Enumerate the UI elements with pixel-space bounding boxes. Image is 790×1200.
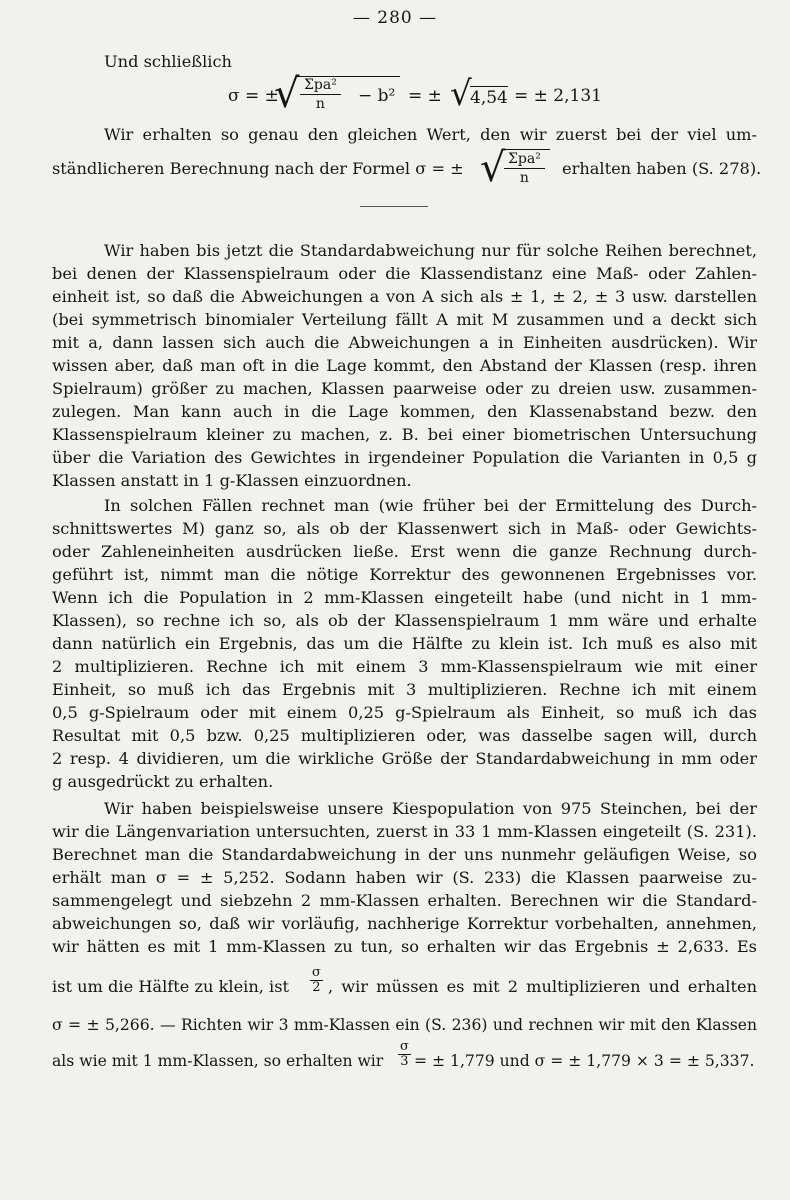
para-a-line-1: Wir erhalten so genau den gleichen Wert, den wir zuerst bei der viel um- — [104, 125, 757, 144]
section-divider — [360, 206, 428, 207]
para-b-line: zulegen. Man kann auch in die Lage kommen, den Klassenabstand bezw. den — [52, 402, 757, 421]
para-a-text-1: ständlicheren Berechnung nach der Formel σ = ± — [52, 159, 464, 178]
para-c-line: 2 multiplizieren. Rechne ich mit einem 3 mm-Klassenspielraum wie mit einer — [52, 657, 757, 676]
para-c-line: In solchen Fällen rechnet man (wie früher bei der Ermittelung des Durch- — [104, 496, 757, 515]
radical-sign: √ — [274, 71, 300, 117]
para-d-text: als wie mit 1 mm-Klassen, so erhalten wir — [52, 1052, 384, 1070]
fraction-sigma-third — [398, 1040, 411, 1069]
intro-text: Und schließlich — [104, 52, 232, 71]
para-a-line-2 — [52, 145, 762, 194]
para-b-line: wissen aber, daß man oft in die Lage kommt, den Abstand der Klassen (resp. ihren — [52, 356, 757, 375]
para-c-line: 0,5 g-Spielraum oder mit einem 0,25 g-Spielraum als Einheit, so muß ich das — [52, 703, 757, 722]
eq-fraction-denominator: n — [315, 96, 325, 112]
para-b-line: Spielraum) größer zu machen, Klassen paarweise oder zu dreien usw. zusammen- — [52, 379, 757, 398]
para-d-line: sammengelegt und siebzehn 2 mm-Klassen erhalten. Berechnen wir die Standard- — [52, 891, 757, 910]
eq-lhs: σ = ± — [228, 86, 279, 106]
para-a-text-2: erhalten haben (S. 278). — [562, 159, 762, 178]
para-b-line: Klassen anstatt in 1 g-Klassen einzuordnen. — [52, 471, 412, 490]
para-d-line: wir die Längenvariation untersuchten, zuerst in 33 1 mm-Klassen eingeteilt (S. 231). — [52, 822, 757, 841]
inline-fraction-numerator: Σpa² — [504, 150, 545, 169]
para-d-line-frac-third — [52, 1040, 757, 1080]
para-d-line: erhält man σ = ± 5,252. Sodann haben wir (S. 233) die Klassen paarweise zu- — [52, 868, 757, 887]
para-d-line: wir hätten es mit 1 mm-Klassen zu tun, so erhalten wir das Ergebnis ± 2,633. Es — [52, 937, 757, 956]
para-c-line: Wenn ich die Population in 2 mm-Klassen eingeteilt habe (und nicht in 1 mm- — [52, 588, 757, 607]
inline-fraction-denominator: n — [519, 170, 529, 186]
fraction-half-denominator: 2 — [312, 980, 321, 995]
fraction-third-denominator: 3 — [400, 1054, 409, 1069]
para-d-text: = ± 1,779 und σ = ± 1,779 × 3 = ± 5,337. — [414, 1052, 755, 1070]
eq-sqrt-value: 4,54 — [470, 88, 508, 108]
eq-minus-term: − b² — [358, 86, 396, 106]
sigma-equation — [228, 71, 648, 118]
inline-fraction — [504, 150, 545, 187]
page-number: — 280 — — [352, 8, 438, 28]
para-d-text: ist um die Hälfte zu klein, ist — [52, 977, 290, 996]
para-c-line: 2 resp. 4 dividieren, um die wirkliche Größe der Standardabweichung in mm oder — [52, 749, 757, 768]
para-c-line: schnittswertes M) ganz so, als ob der Klassenwert sich in Maß- oder Gewichts- — [52, 519, 757, 538]
eq-fraction — [300, 76, 341, 113]
para-c-line: Einheit, so muß ich das Ergebnis mit 3 multiplizieren. Rechne ich mit einem — [52, 680, 757, 699]
para-b-line: Wir haben bis jetzt die Standardabweichung nur für solche Reihen berechnet, — [104, 241, 757, 260]
eq-middle: = ± — [408, 86, 442, 106]
para-d-line-frac-half — [52, 966, 757, 1006]
para-b-line: (bei symmetrisch binomialer Verteilung fällt A mit M zusammen und a deckt sich — [52, 310, 757, 329]
para-d-text: , wir müssen es mit 2 multiplizieren und erhalten — [328, 977, 757, 996]
para-b-line: bei denen der Klassenspielraum oder die Klassendistanz eine Maß- oder Zahlen- — [52, 264, 757, 283]
para-c-line: geführt ist, nimmt man die nötige Korrektur des gewonnenen Ergebnisses vor. — [52, 565, 757, 584]
para-c-line: Klassen), so rechne ich so, als ob der Klassenspielraum 1 mm wäre und erhalte — [52, 611, 757, 630]
eq-result: = ± 2,131 — [514, 86, 602, 106]
fraction-third-numerator: σ — [400, 1039, 409, 1054]
para-d-line: σ = ± 5,266. — Richten wir 3 mm-Klassen ein (S. 236) und rechnen wir mit den Klassen — [52, 1016, 757, 1034]
radical-sign-2: √ — [450, 74, 472, 114]
para-d-line: Wir haben beispielsweise unsere Kiespopulation von 975 Steinchen, bei der — [104, 799, 757, 818]
para-c-line: Resultat mit 0,5 bzw. 0,25 multiplizieren oder, was dasselbe sagen will, durch — [52, 726, 757, 745]
inline-radical: √ — [480, 145, 506, 191]
para-d-line: Berechnet man die Standardabweichung in der uns nunmehr geläufigen Weise, so — [52, 845, 757, 864]
para-c-line: oder Zahleneinheiten ausdrücken ließe. Erst wenn die ganze Rechnung durch- — [52, 542, 757, 561]
fraction-half-numerator: σ — [312, 965, 321, 980]
para-c-line: dann natürlich ein Ergebnis, das um die Hälfte zu klein ist. Ich muß es also mit — [52, 634, 757, 653]
eq-fraction-numerator: Σpa² — [300, 76, 341, 95]
para-b-line: einheit ist, so daß die Abweichungen a von A sich als ± 1, ± 2, ± 3 usw. darstellen — [52, 287, 757, 306]
para-d-line: abweichungen so, daß wir vorläufig, nachherige Korrektur vorbehalten, annehmen, — [52, 914, 757, 933]
para-c-line: g ausgedrückt zu erhalten. — [52, 772, 274, 791]
para-b-line: mit a, dann lassen sich auch die Abweichungen a in Einheiten ausdrücken). Wir — [52, 333, 757, 352]
fraction-sigma-half — [310, 966, 323, 995]
para-b-line: Klassenspielraum kleiner zu machen, z. B. bei einer biometrischen Untersuchung — [52, 425, 757, 444]
para-b-line: über die Variation des Gewichtes in irgendeiner Population die Varianten in 0,5 g — [52, 448, 757, 467]
